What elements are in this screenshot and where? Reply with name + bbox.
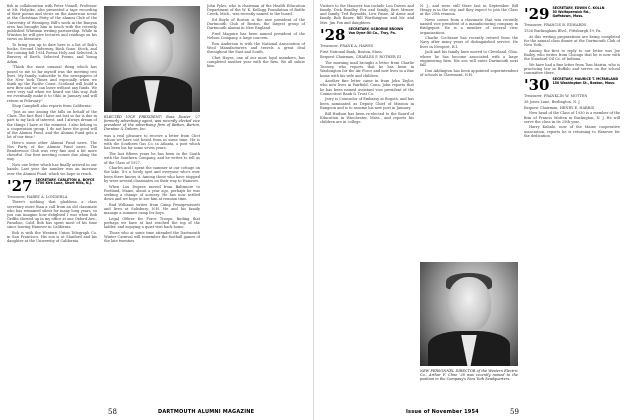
class-number: '27 [7, 176, 33, 195]
portrait-photo [104, 6, 200, 112]
text-paragraph: Shop Campbell also reports from California: [12, 104, 92, 109]
left-column-2 [104, 134, 200, 399]
text-paragraph: At this writing preparations are being completed for the annual class dinner at the Dartmouth Club of New York. [524, 34, 620, 47]
class-number: '28 [320, 25, 346, 44]
text-paragraph: There's nothing that gladdens a class secretary more than a call from an old classmate who has remained silent for many long years, so you can imagine how delighted I was when Bob Griffin showed up in my office at one Oxford Ave., Paradise, Calif. Bob has spent most of his time since leaving Hanover in California. [7, 200, 97, 230]
text-paragraph: Don Addington has been appointed superintendent of schools in Claremont, N.H. [420, 68, 518, 77]
text-paragraph: Charles and I spent the summer at our cottage on the lake. It's a lovely spot and everyone who's ever been there knows it. Among those who have stopped by were several classmates on their way to Hanover. [104, 166, 200, 183]
left-column-1 [7, 4, 97, 399]
text-paragraph: "Think the most unusual thing which has posed to me so far myself was the meeting two lives. My family, subscribe to the newspapers of the New York Times and especially when we think up the Pacific Coast. Scotland will build a new Bow and we can leave without any funds. We were very sad when we heard out this way. Bob we eventually make it to Ohio in January and will return in February." [7, 65, 97, 103]
class-heading-30 [524, 76, 620, 95]
portrait-photo [420, 262, 518, 366]
text-paragraph: Legal Officer for Force Troops, finding that perhaps we have at last reached the top of the ladder, and enjoying a quiet visit back home. [104, 216, 200, 230]
text-paragraph: Harry Kuhnle, now of the Maine cooperative association, reports he is returning to Hanover for the dedication. [524, 125, 620, 138]
treasurer-address: First National Bank, Boston, Mass. [320, 49, 383, 54]
text-paragraph: To bring you up to date here is a list of Bob's books: Second Underway, Back Gone, Stock, and the coming fall 1954 Poems Holy and Selected, A Bravery of Earth, Selected Poems, and Young Adam. [7, 43, 97, 64]
text-paragraph: When Lou Dupree moved from Baltimore to Portland, Maine, about a year ago, perhaps he was seeking a change of scenery. He has now settled down and we hope to see him at reunion time. [104, 184, 200, 201]
text-paragraph: Charlie Cochrane has recently retired from the Navy after many years of distinguished service. He lives in Newport, R.I. [420, 36, 518, 49]
text-paragraph: Chet Hayes, one of our most loyal members, has completed another year with the firm. We all salute him. [207, 56, 305, 69]
text-paragraph: Fred Maguire has been named president of the Nelson Company, a large concern. [207, 32, 305, 41]
text-paragraph: Bequest Chairman, CHARLES F. ROTHER III [320, 55, 402, 60]
text-paragraph: Ed Boyle of Boston is the new president of the Dartmouth Club of Boston, the largest group of Dartmouth alumni in New England. [207, 18, 305, 31]
text-paragraph: Bob is with the Western Union Telegraph Co. in San Francisco. His son is at Stanford and his daughter at the University of California. [7, 231, 97, 244]
class-heading-27 [7, 176, 97, 195]
text-paragraph: The morning mail brought a letter from Charlie Toomey, who reports that he has been in Washington for the Air Force and now lives in a fine home with his wife and children. [320, 61, 414, 78]
right-column-2 [420, 4, 518, 264]
secretary-info: SECRETARY, OSBORNE BROWN Van Dyne Oil Co., Troy, Pa. [348, 26, 404, 35]
text-paragraph: Jerry is Counselor of Embassy at Bogotá, and has been nominated as Deputy Chief of Mission in Rangoon and is to assume his new post in January. [320, 97, 414, 110]
text-paragraph: Now one letter which has finally arrived in our hands: Last year the number was an increase over the Alumni Fund, which we hope to reach. [7, 163, 97, 176]
text-paragraph: "Just as one among the hills on behalf of the Class. The fact that I have not lost so far is due in part to my lack of interest, and I always dream of the things I have at the moment. I also belong to a cooperation group. I do not have the good will of the Alumni Fund, and the Alumni Fund gets a lot of our time." [7, 110, 97, 140]
treasurer-line: Treasurer, FRANK A. HAWES [320, 43, 374, 48]
text-paragraph: The last fifteen years he has been in the South with the Southern Company, and he writes to tell us of the Class of 1927. [104, 152, 200, 165]
treasurer-address: 1526 Buckingham Blvd., Pittsburgh 19, Pa. [524, 28, 602, 33]
class-heading-29 [524, 7, 620, 21]
secretary-info: SECRETARY, EDWIN C. KOLLN 30 Wolfaperwick Rd., Goffstown, Mass. [552, 6, 605, 18]
photo-caption: ELECTED VICE PRESIDENT: Ross Dexter '27 formerly advertising agent, was recently elected vice president of the advertising firm of Batten, Barton, Durstine & Osborn, Inc. [104, 115, 200, 132]
text-paragraph: Jack and his family have moved to Cleveland, Ohio, where he has become associated with a large engineering firm. His son will enter Dartmouth next fall. [420, 50, 518, 67]
treasurer-line: Treasurer, FRANCIS B. EDWARDS [524, 23, 587, 27]
page-number: 58 [108, 408, 117, 416]
right-column-1 [320, 4, 414, 399]
treasurer-address: 38 Jones Lane, Burlington, N. J. [524, 99, 581, 104]
magazine-footer: DARTMOUTH ALUMNI MAGAZINE [158, 409, 255, 415]
treasurer-line: Treasurer, FRANKLIN W. MOTTEN [524, 94, 588, 99]
photo-caption: NEW PERSONNEL DIRECTOR of the Western Electric Co., Arthur F. Cline '28 was recently named to the position in the Company's New York headquarters. [420, 369, 518, 382]
class-number: '30 [524, 76, 550, 95]
text-paragraph: N. J., and were still there last in September. Bill Heagy is in the city, and they expect to join the Class at the 25th reunion. [420, 4, 518, 17]
issue-footer: Issue of November 1954 [406, 409, 479, 415]
left-column-3 [207, 4, 305, 399]
text-paragraph: was a real pleasure to receive a letter from Chet whom we have not heard from in some time. He is with the Southern Gas Co. in Atlanta, a post which has been his for some seven years. [104, 134, 200, 151]
treasurer-line: Treasurer, HARRY A. LONDERLA [7, 194, 68, 199]
text-paragraph: Those who at some time attended the Dartmouth Winter Carnival will remember the football games of the late twenties. [104, 230, 200, 244]
text-paragraph: Bill Hudson has been re-elected to the Board of Education in Winchester, Mass., and reports his children are in college. [320, 111, 414, 124]
class-heading-28 [320, 25, 414, 44]
class-number: '29 [524, 5, 550, 23]
page-number: 59 [510, 408, 519, 416]
right-page [314, 0, 628, 420]
text-paragraph: fish in collaboration with Peter Vinnell, Professor at Mt. Holyoke, also presented a tape recording of their poems and views on the American scene at the Christmas Party of the alumni Club of the University of Winnipeg. Bill's work in the Bunyan area has brought him in touch with the recently published Whitman writing partnership. While in Winston he will give lectures and readings on his views on literature. [7, 4, 97, 42]
text-paragraph: John Pyles, who is chairman of the Health Education Department of the W. K. Kellogg Foundation of Battle Creek, Mich., was recently named to the board. [207, 4, 305, 17]
text-paragraph: Bequest Chairman, HENRY E. HARRIS [524, 105, 595, 110]
text-paragraph: New head of the Class of 1930 is a member of the firm of Francis Motten in Burlington, N. J. He will serve the class in its 25th year. [524, 111, 620, 124]
text-paragraph: Bud Williams writes from Camp Pemigewassett and lives at Salisbury, N.H. He and his family manage a summer camp for boys. [104, 202, 200, 216]
text-paragraph: Among the first to reply to our letter was Joe Bailey, who writes from Chicago that he is now with the Standard Oil Co. of Indiana. [524, 48, 620, 61]
text-paragraph: News comes from a classmate that was recently named vice president of a manufacturing company in Bridgeport. He is a member of several civic organizations. [420, 18, 518, 35]
text-paragraph: Ron Anderson is with the National Association of Wool Manufacturers and travels a great deal throughout the East and South. [207, 42, 305, 55]
secretary-info: SECRETARY, CARLETON A. BOYCE 1700 Kirk Lane, Short Hills, N.J. [35, 177, 95, 186]
text-paragraph: Here's some other Alumni Fund news. The Nov Party of the Alumni Fund news. The Rendezvous Club was very fine and a bit more cheerful. Our first meeting comes due along the way. [7, 140, 97, 162]
text-paragraph: Visitors to the Hanover Inn include Lou Dawes and family, Dick Bradley Fox and family, Bert Messer and family, Ted Reynolds, Lew Paine, Al Arme and family, Bob Bauer, Bill Worthington, and Mr. and Mrs. Jim Fox and daughters. [320, 4, 414, 25]
secretary-info: SECRETARY, MAURICE T. MCFARLAND 150 Washington St., Boston, Mass. [552, 77, 619, 85]
text-paragraph: We have had a fine letter from Tom Martin, who is practicing law in Buffalo and serves on the school committee there. [524, 62, 620, 75]
text-paragraph: Another fine letter came in from John Taylor, who now lives in Fairfield, Conn. John reports that he has been named assistant vice president of the Connecticut Bank & Trust Co. [320, 79, 414, 96]
right-column-3 [524, 4, 620, 399]
